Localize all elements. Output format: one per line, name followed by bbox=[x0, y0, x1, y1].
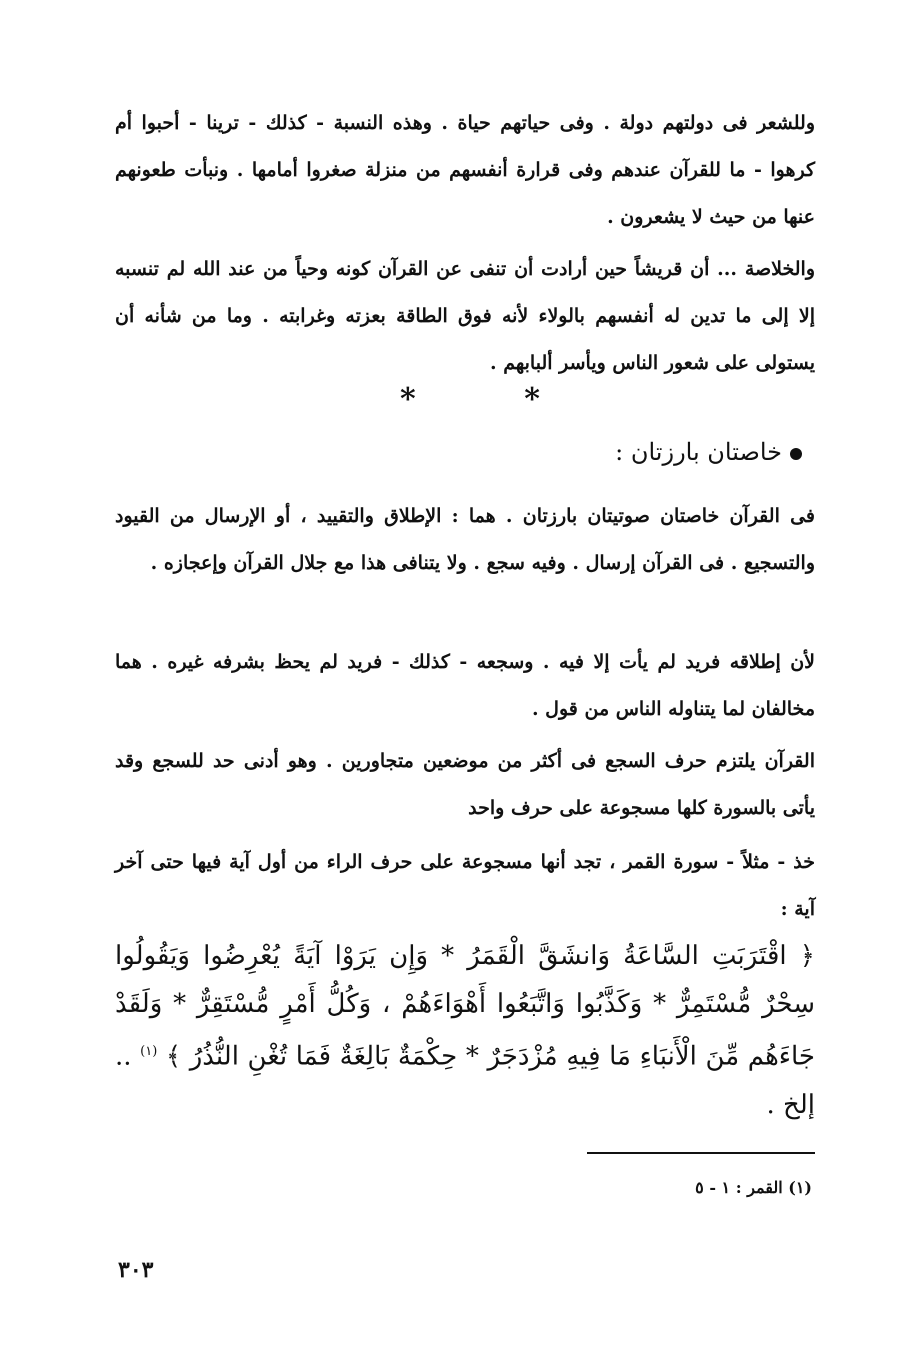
paragraph-two-features: فى القرآن خاصتان صوتيتان بارزتان . هما : الإطلاق والتقييد ، أو الإرسال من القيود والتسجيع . فى القرآن إرسال . وفيه سجع . ولا يتنافى هذا مع جلال القرآن وإعجازه . bbox=[115, 505, 815, 574]
quran-tail: .. إلخ . bbox=[115, 1041, 815, 1120]
bullet-icon bbox=[790, 448, 802, 460]
paragraph-poetry-status: وللشعر فى دولتهم دولة . وفى حياتهم حياة . وهذه النسبة - كذلك - ترينا - أحبوا أم كرهوا - ما للقرآن عندهم وفى قرارة أنفسهم من منزلة صغروا أمامها . ونبأت طعونهم عنها من حيث لا يشعرون . bbox=[115, 112, 815, 228]
separator-star-left: * bbox=[400, 382, 416, 417]
section-heading bbox=[615, 432, 802, 472]
separator-star-right: * bbox=[524, 382, 540, 417]
page-number: ٣٠٣ bbox=[118, 1257, 154, 1283]
footnote: (١) القمر : ١ - ٥ bbox=[695, 1178, 812, 1197]
paragraph-conclusion: والخلاصة ... أن قريشاً حين أرادت أن تنفى عن القرآن كونه وحياً من عند الله لم تنسبه إلا إلى ما تدين له أنفسهم بالولاء لأنه فوق الطاقة بعزته وغرابته . وما من شأنه أن يستولى على شعور الناس ويأسر ألبابهم . bbox=[115, 258, 815, 374]
footnote-reference: (١) bbox=[140, 1044, 158, 1059]
section-separator bbox=[400, 382, 540, 418]
section-heading-text: خاصتان بارزتان : bbox=[615, 438, 782, 466]
quran-quotation bbox=[115, 932, 815, 1129]
footnote-divider bbox=[587, 1152, 815, 1154]
paragraph-uniqueness: لأن إطلاقه فريد لم يأت إلا فيه . وسجعه - كذلك - فريد لم يحظ بشرفه غيره . هما مخالفان لما يتناوله الناس من قول . bbox=[115, 651, 815, 720]
quran-verses: ﴿ اقْتَرَبَتِ السَّاعَةُ وَانشَقَّ الْقَمَرُ * وَإِن يَرَوْا آيَةً يُعْرِضُوا وَيَقُولُوا سِحْرٌ مُّسْتَمِرٌّ * وَكَذَّبُوا وَاتَّبَعُوا أَهْوَاءَهُمْ ، وَكُلُّ أَمْرٍ مُّسْتَقِرٌّ * وَلَقَدْ جَاءَهُم مِّنَ الْأَنبَاءِ مَا فِيهِ مُزْدَجَرٌ * حِكْمَةٌ بَالِغَةٌ فَمَا تُغْنِ النُّذُرُ ﴾ bbox=[115, 941, 816, 1072]
paragraph-rhyme-rule: القرآن يلتزم حرف السجع فى أكثر من موضعين متجاورين . وهو أدنى حد للسجع وقد يأتى بالسورة كلها مسجوعة على حرف واحد bbox=[115, 750, 815, 819]
paragraph-surat-alqamar: خذ - مثلاً - سورة القمر ، تجد أنها مسجوعة على حرف الراء من أول آية فيها حتى آخر آية : bbox=[115, 851, 815, 920]
